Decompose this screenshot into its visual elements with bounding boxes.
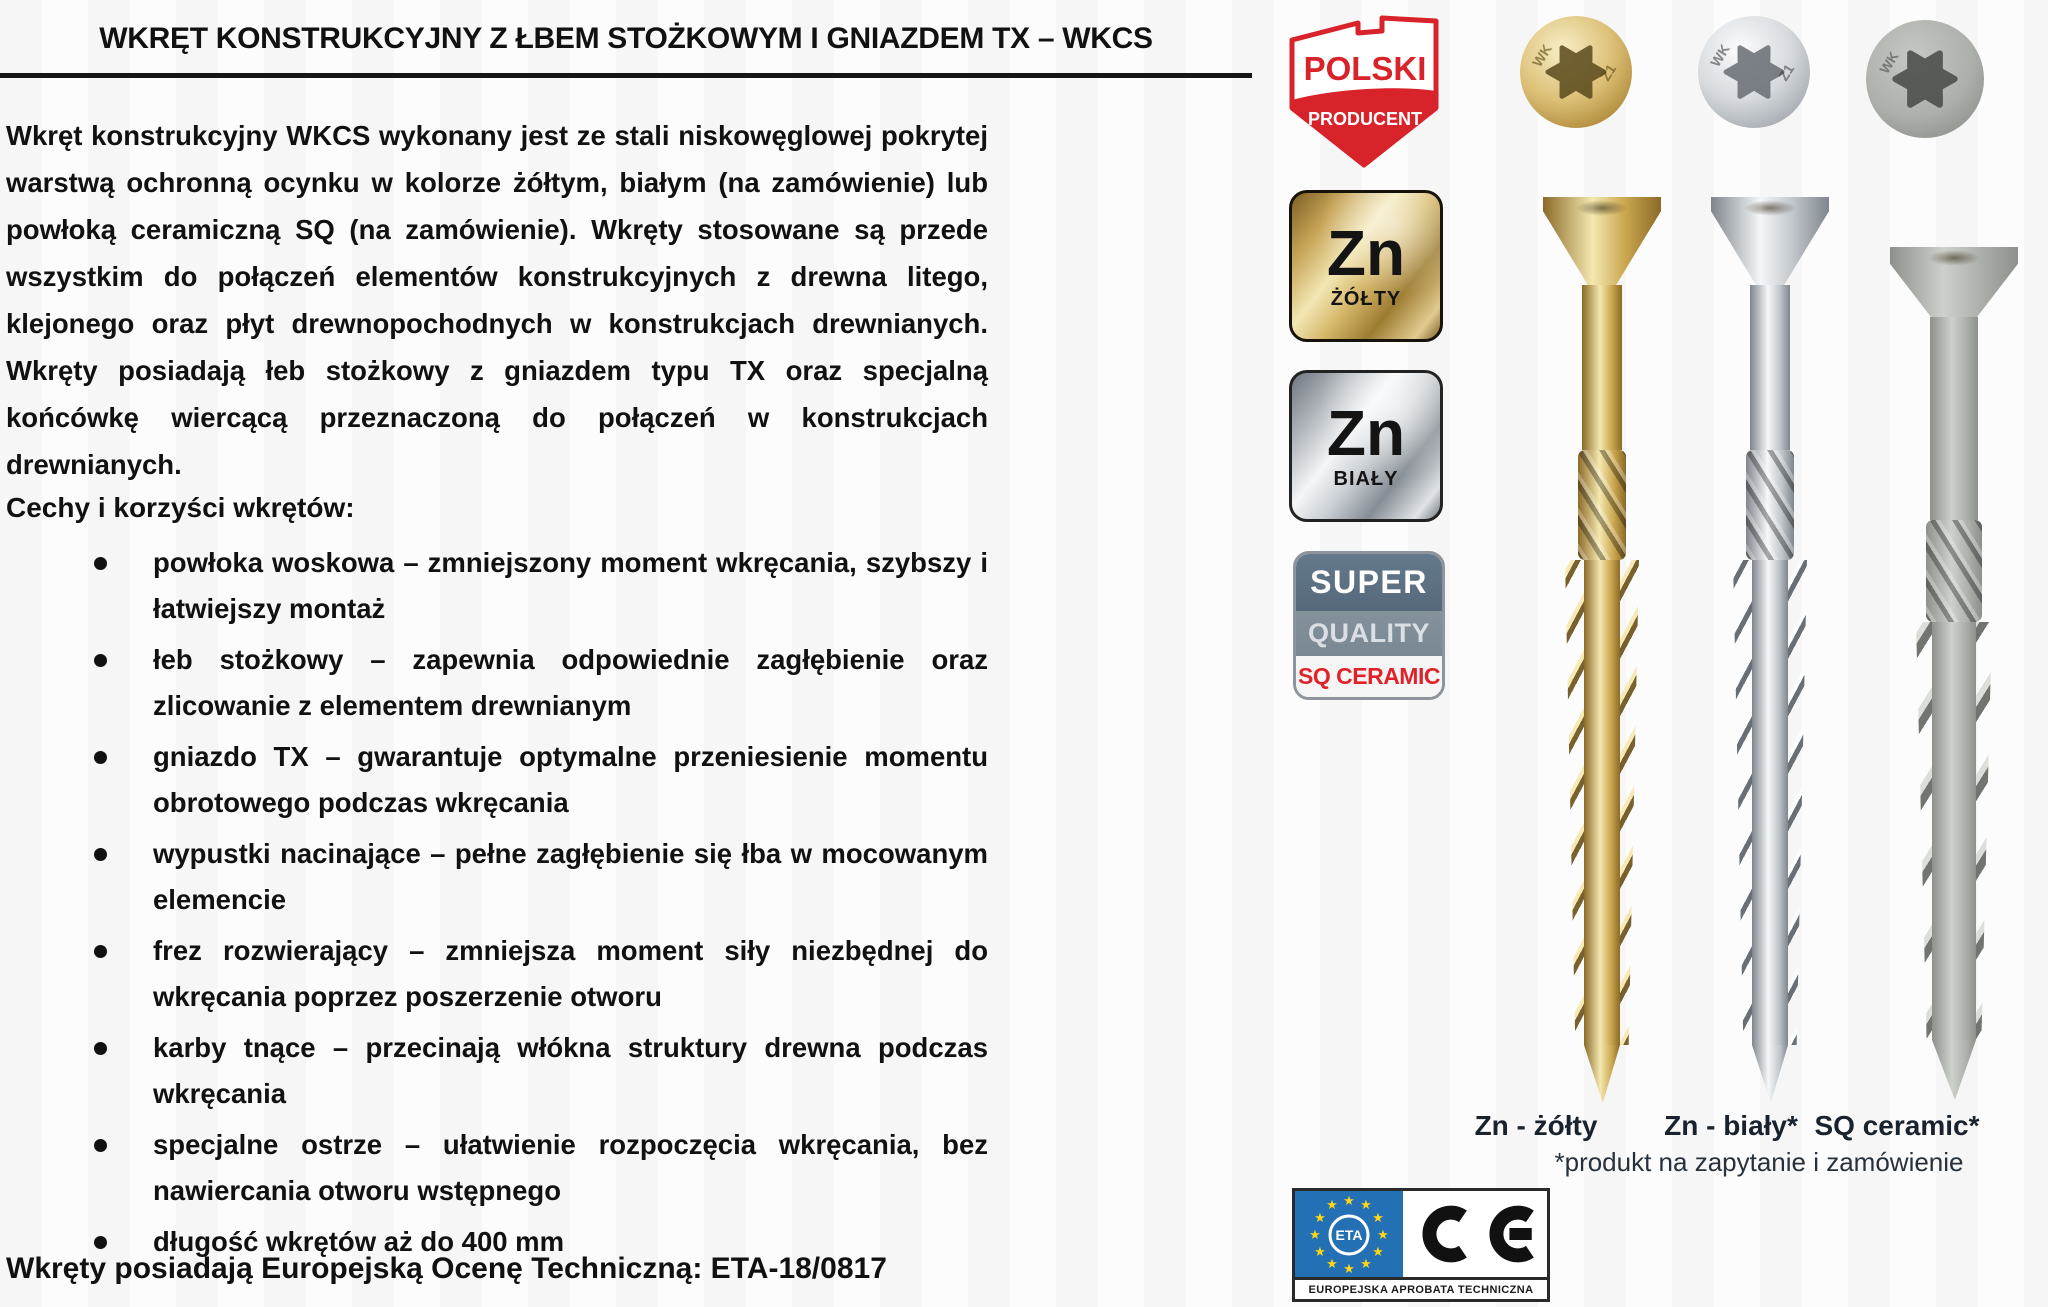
torx-socket-icon	[1548, 48, 1604, 97]
features-list	[6, 540, 988, 1270]
screw-tip	[1932, 1040, 1976, 1100]
svg-text:★: ★	[1343, 1193, 1355, 1208]
screw-head	[1890, 247, 2018, 317]
svg-text:★: ★	[1314, 1244, 1326, 1259]
intro-paragraph: Wkręt konstrukcyjny WKCS wykonany jest ze stali niskowęglowej pokrytej warstwą ochronną ocynku w kolorze żółtym, białym (na zamówienie) lub powłoką ceramiczną SQ (na zamówienie). Wkręty stosowane są przede wszystkim do połączeń elementów konstrukcyjnych z drewna litego, klejonego oraz płyt drewnopochodnych w konstrukcjach drewnianych. Wkręty posiadają łeb stożkowy z gniazdem typu TX oraz specjalną końcówkę wiercącą przeznaczoną do połączeń w konstrukcjach drewnianych.	[6, 120, 988, 480]
variants-footnote: *produkt na zapytanie i zamówienie	[1554, 1147, 1964, 1177]
head-marking: WK	[1876, 49, 1902, 77]
polski-label: POLSKI	[1303, 50, 1427, 87]
ce-mark	[1403, 1191, 1547, 1277]
bullet-icon	[94, 945, 107, 958]
bullet-icon	[94, 751, 107, 764]
list-item	[6, 540, 988, 632]
bullet-icon	[94, 1042, 107, 1055]
eta-label: ETA	[1335, 1227, 1363, 1243]
features-heading: Cechy i korzyści wkrętów:	[6, 492, 355, 523]
svg-text:★: ★	[1326, 1256, 1338, 1271]
sq-ceramic-label: SQ CERAMIC	[1296, 656, 1442, 697]
svg-text:★: ★	[1372, 1210, 1384, 1225]
torx-socket-icon	[1896, 54, 1955, 105]
screw-head-top-ceramic	[1866, 20, 1984, 138]
title-divider	[0, 73, 1252, 78]
head-marking: Z1	[1596, 61, 1620, 84]
super-quality-badge	[1293, 551, 1445, 700]
screw-sq-ceramic	[1890, 247, 2018, 1100]
eta-approval-note: Wkręty posiadają Europejską Ocenę Techniczną: ETA-18/0817	[6, 1252, 887, 1285]
variant-label-bialy: Zn - biały*	[1664, 1110, 1798, 1141]
zn-zolty-label: ŻÓŁTY	[1330, 288, 1402, 310]
zn-bialy-badge	[1289, 370, 1443, 522]
screw-tip	[1584, 1045, 1620, 1103]
head-marking: WK	[1706, 41, 1733, 70]
feature-text: gniazdo TX – gwarantuje optymalne przeniesienie momentu obrotowego podczas wkręcania	[153, 741, 988, 818]
list-item	[6, 1122, 988, 1214]
screw-zn-bialy	[1711, 197, 1829, 1103]
super-label: SUPER	[1296, 554, 1442, 611]
screw-head-top-zolty	[1520, 16, 1632, 128]
screw-thread	[1733, 560, 1807, 1045]
screw-thread	[1916, 622, 1992, 1040]
list-item	[6, 928, 988, 1020]
feature-text: frez rozwierający – zmniejsza moment siły niezbędnej do wkręcania poprzez poszerzenie otworu	[153, 935, 988, 1012]
screw-head	[1711, 197, 1829, 285]
screw-shank	[1582, 285, 1622, 450]
list-item	[6, 734, 988, 826]
bullet-icon	[94, 848, 107, 861]
svg-text:★: ★	[1360, 1256, 1372, 1271]
feature-text: wypustki nacinające – pełne zagłębienie się łba w mocowanym elemencie	[153, 838, 988, 915]
screw-tip	[1752, 1045, 1788, 1103]
svg-text:★: ★	[1372, 1244, 1384, 1259]
screw-shank	[1750, 285, 1790, 450]
feature-text: karby tnące – przecinają włókna struktury drewna podczas wkręcania	[153, 1032, 988, 1109]
zn-zolty-badge	[1289, 190, 1443, 342]
svg-text:★: ★	[1326, 1197, 1338, 1212]
bullet-icon	[94, 1139, 107, 1152]
list-item	[6, 831, 988, 923]
list-item	[6, 637, 988, 729]
svg-text:★: ★	[1343, 1261, 1355, 1276]
bullet-icon	[94, 1236, 107, 1249]
svg-text:★: ★	[1377, 1227, 1389, 1242]
producent-label: PRODUCENT	[1307, 109, 1423, 129]
bullet-icon	[94, 557, 107, 570]
screw-head-top-bialy	[1698, 16, 1810, 128]
feature-text: powłoka woskowa – zmniejszony moment wkręcania, szybszy i łatwiejszy montaż	[153, 547, 988, 624]
variant-label-ceramic: SQ ceramic*	[1814, 1110, 1980, 1141]
polski-producent-badge	[1286, 12, 1442, 172]
quality-label: QUALITY	[1296, 611, 1442, 655]
screw-mill-section	[1578, 450, 1626, 560]
feature-text: łeb stożkowy – zapewnia odpowiednie zagłębienie oraz zlicowanie z elementem drewnianym	[153, 644, 988, 721]
svg-text:★: ★	[1309, 1227, 1321, 1242]
screw-mill-section	[1926, 520, 1982, 622]
zn-bialy-label: BIAŁY	[1333, 468, 1399, 490]
list-item	[6, 1025, 988, 1117]
zn-symbol: Zn	[1326, 397, 1406, 469]
torx-socket-icon	[1726, 48, 1782, 97]
variant-label-zolty: Zn - żółty	[1474, 1110, 1598, 1141]
svg-text:★: ★	[1314, 1210, 1326, 1225]
bullet-icon	[94, 654, 107, 667]
eta-logo	[1295, 1191, 1403, 1277]
certification-block	[1292, 1188, 1550, 1302]
screw-mill-section	[1746, 450, 1794, 560]
head-marking: WK	[1528, 41, 1555, 70]
cert-caption: EUROPEJSKA APROBATA TECHNICZNA	[1295, 1277, 1547, 1299]
ce-mark-icon	[1405, 1194, 1545, 1274]
feature-text: specjalne ostrze – ułatwienie rozpoczęcia wkręcania, bez nawiercania otworu wstępnego	[153, 1129, 988, 1206]
svg-text:★: ★	[1360, 1197, 1372, 1212]
screw-thread	[1565, 560, 1639, 1045]
page-title: WKRĘT KONSTRUKCYJNY Z ŁBEM STOŻKOWYM I GNIAZDEM TX – WKCS	[99, 22, 1153, 55]
screw-zn-zolty	[1543, 197, 1661, 1103]
head-marking: Z1	[1774, 61, 1798, 84]
feature-text: długość wkrętów aż do 400 mm	[153, 1226, 565, 1257]
zn-symbol: Zn	[1326, 217, 1406, 289]
screw-head	[1543, 197, 1661, 285]
screw-shank	[1930, 317, 1978, 520]
